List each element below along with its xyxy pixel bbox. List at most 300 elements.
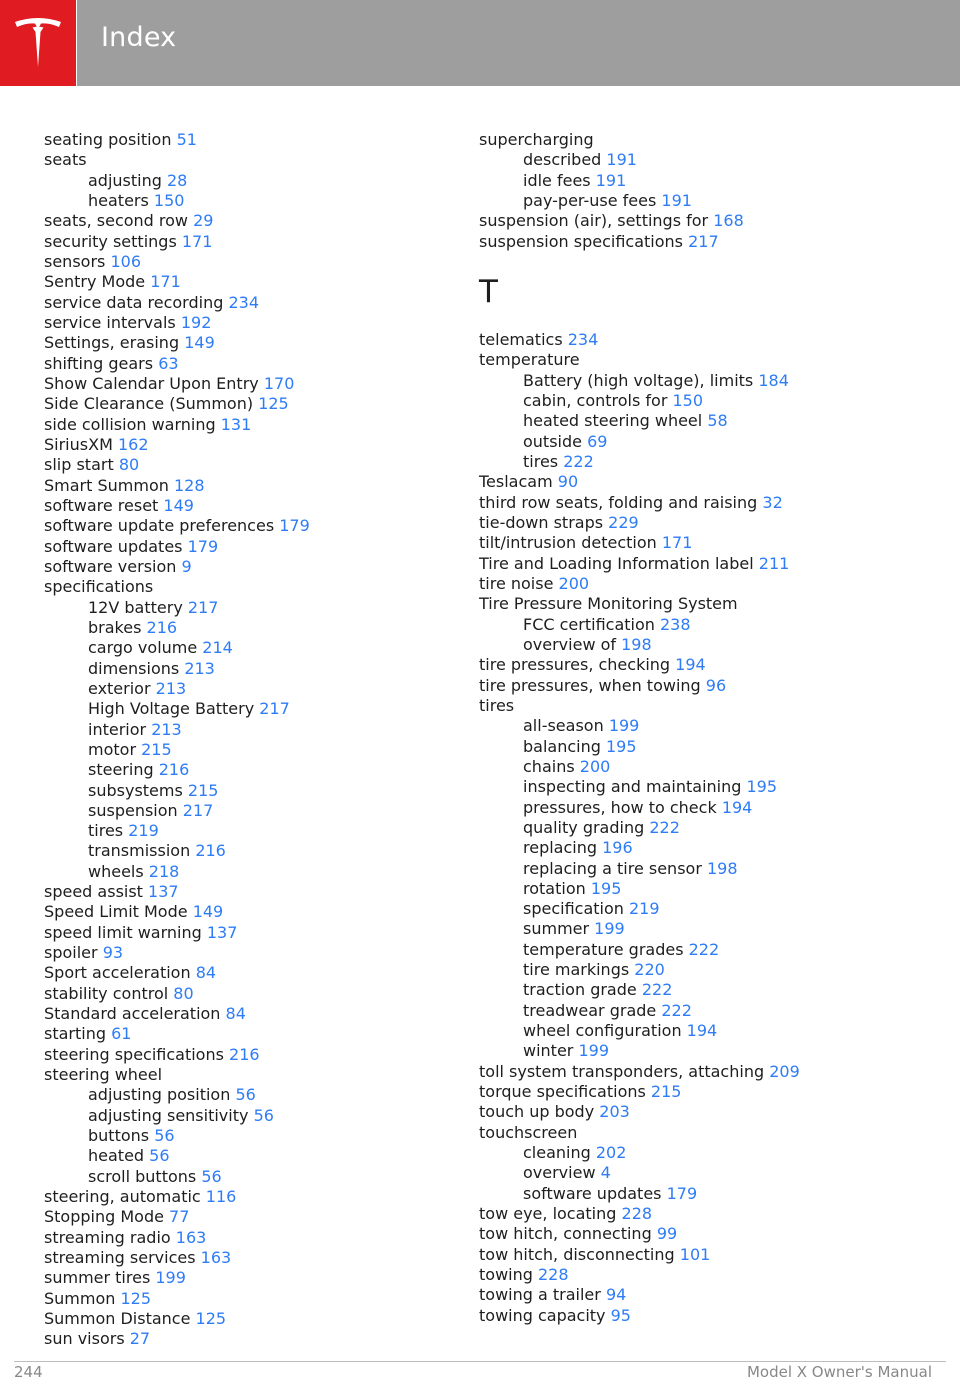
index-entry <box>44 1289 444 1309</box>
index-term: sensors <box>44 251 106 271</box>
index-term: Battery (high voltage), limits <box>523 370 754 390</box>
page-reference-link[interactable]: 28 <box>167 170 188 190</box>
index-term: suspension <box>88 800 178 820</box>
index-entry <box>479 574 919 594</box>
page-reference-link[interactable]: 116 <box>205 1187 237 1207</box>
index-entry <box>479 676 919 696</box>
page-reference-link[interactable]: 222 <box>661 1000 692 1020</box>
index-entry <box>479 493 919 513</box>
index-subentry <box>479 940 919 960</box>
index-subentry <box>479 635 919 655</box>
page-reference-link[interactable]: 199 <box>578 1041 610 1061</box>
index-term: touchscreen <box>479 1122 578 1142</box>
index-subentry <box>479 432 919 452</box>
index-term: High Voltage Battery <box>88 699 255 719</box>
index-term: Settings, erasing <box>44 333 180 353</box>
page-reference-link[interactable]: 202 <box>595 1143 627 1163</box>
index-subentry <box>479 757 919 777</box>
index-entry <box>44 1065 444 1085</box>
index-term: seats <box>44 150 87 170</box>
index-term: third row seats, folding and raising <box>479 492 758 512</box>
index-term: tire noise <box>479 573 554 593</box>
index-term: overview <box>523 1163 596 1183</box>
index-term: Summon <box>44 1288 116 1308</box>
index-entry <box>479 1306 919 1326</box>
index-term: cargo volume <box>88 638 198 658</box>
index-subentry <box>479 615 919 635</box>
index-entry <box>479 1285 919 1305</box>
page-reference-link[interactable]: 32 <box>762 492 783 512</box>
page-reference-link[interactable]: 125 <box>258 394 289 414</box>
index-term: Sport acceleration <box>44 963 191 983</box>
page-reference-link[interactable]: 191 <box>606 150 637 170</box>
index-subentry <box>44 841 444 861</box>
index-term: summer tires <box>44 1268 151 1288</box>
index-entry <box>44 902 444 922</box>
index-term: all-season <box>523 716 604 736</box>
footer-divider <box>14 1361 946 1362</box>
index-term: tire pressures, when towing <box>479 675 701 695</box>
index-entry <box>44 516 444 536</box>
page-reference-link[interactable]: 101 <box>679 1244 711 1264</box>
index-term: Speed Limit Mode <box>44 902 188 922</box>
page-reference-link[interactable]: 56 <box>253 1105 274 1125</box>
index-term: speed limit warning <box>44 922 202 942</box>
index-term: starting <box>44 1024 107 1044</box>
page-reference-link[interactable]: 163 <box>200 1248 232 1268</box>
index-term: heated steering wheel <box>523 411 703 431</box>
index-term: subsystems <box>88 780 183 800</box>
index-subentry <box>44 801 444 821</box>
index-entry <box>44 943 444 963</box>
index-term: interior <box>88 719 147 739</box>
index-subentry <box>44 618 444 638</box>
index-entry <box>479 533 919 553</box>
page-reference-link[interactable]: 216 <box>146 617 178 637</box>
page-reference-link[interactable]: 199 <box>608 716 640 736</box>
index-term: adjusting position <box>88 1085 231 1105</box>
index-subentry <box>44 1167 444 1187</box>
page-reference-link[interactable]: 56 <box>149 1146 170 1166</box>
index-entry <box>44 333 444 353</box>
index-entry <box>44 557 444 577</box>
page-title: Index <box>101 22 177 53</box>
index-term: tire pressures, checking <box>479 655 671 675</box>
page-reference-link[interactable]: 94 <box>605 1285 627 1305</box>
brand-logo <box>0 0 76 86</box>
index-subentry <box>44 598 444 618</box>
page-reference-link[interactable]: 213 <box>155 678 187 698</box>
page-reference-link[interactable]: 234 <box>228 292 260 312</box>
page-reference-link[interactable]: 125 <box>120 1288 152 1308</box>
page-reference-link[interactable]: 56 <box>235 1085 256 1105</box>
page-reference-link[interactable]: 198 <box>621 634 652 654</box>
index-term: wheel configuration <box>523 1021 682 1041</box>
index-term: tow hitch, disconnecting <box>479 1244 675 1264</box>
index-term: software reset <box>44 495 159 515</box>
page-reference-link[interactable]: 96 <box>705 675 727 695</box>
index-term: slip start <box>44 455 114 475</box>
index-term: specifications <box>44 577 154 597</box>
index-term: rotation <box>523 878 586 898</box>
page-reference-link[interactable]: 229 <box>608 512 639 532</box>
index-subentry <box>479 716 919 736</box>
index-entry <box>44 1045 444 1065</box>
page-reference-link[interactable]: 93 <box>102 943 124 963</box>
page-reference-link[interactable]: 211 <box>758 553 790 573</box>
page-reference-link[interactable]: 195 <box>746 777 778 797</box>
index-entry <box>44 455 444 475</box>
index-term: Tire and Loading Information label <box>479 553 754 573</box>
page-reference-link[interactable]: 150 <box>153 190 185 210</box>
index-entry <box>44 293 444 313</box>
index-entry <box>44 415 444 435</box>
index-term: SiriusXM <box>44 434 113 454</box>
index-term: seating position <box>44 130 172 149</box>
index-entry <box>44 1329 444 1349</box>
index-term: towing capacity <box>479 1305 606 1325</box>
index-term: overview of <box>523 634 617 654</box>
page-reference-link[interactable]: 58 <box>707 411 728 431</box>
page-reference-link[interactable]: 192 <box>180 312 212 332</box>
index-entry <box>44 496 444 516</box>
index-entry <box>479 1123 919 1143</box>
page-reference-link[interactable]: 4 <box>600 1163 611 1183</box>
index-term: transmission <box>88 841 191 861</box>
index-term: tires <box>88 821 124 841</box>
index-entry <box>479 211 919 231</box>
page-reference-link[interactable]: 179 <box>666 1183 698 1203</box>
page-reference-link[interactable]: 106 <box>110 251 141 271</box>
index-term: Teslacam <box>479 472 553 492</box>
page-reference-link[interactable]: 228 <box>621 1204 653 1224</box>
index-entry <box>479 1245 919 1265</box>
page-reference-link[interactable]: 137 <box>206 922 238 942</box>
index-entry <box>44 1268 444 1288</box>
page-reference-link[interactable]: 191 <box>661 190 692 210</box>
index-entry <box>479 513 919 533</box>
index-entry <box>44 882 444 902</box>
page-reference-link[interactable]: 90 <box>557 472 579 492</box>
index-subentry <box>479 1041 919 1061</box>
page-reference-link[interactable]: 84 <box>225 1004 246 1024</box>
page-reference-link[interactable]: 56 <box>201 1166 222 1186</box>
page-reference-link[interactable]: 171 <box>661 533 693 553</box>
page-reference-link[interactable]: 234 <box>567 329 599 349</box>
index-term: cabin, controls for <box>523 390 668 410</box>
index-entry <box>479 130 919 150</box>
index-term: security settings <box>44 231 177 251</box>
page-reference-link[interactable]: 191 <box>595 170 627 190</box>
index-term: toll system transponders, attaching <box>479 1061 765 1081</box>
page-reference-link[interactable]: 99 <box>656 1224 678 1244</box>
page-reference-link[interactable]: 213 <box>151 719 182 739</box>
index-entry <box>479 330 919 350</box>
page-reference-link[interactable]: 238 <box>660 614 691 634</box>
index-term: quality grading <box>523 817 645 837</box>
index-term: suspension (air), settings for <box>479 211 709 231</box>
index-subentry <box>479 899 919 919</box>
index-term: supercharging <box>479 130 594 149</box>
index-term: shifting gears <box>44 353 154 373</box>
index-subentry <box>479 838 919 858</box>
index-subentry <box>479 171 919 191</box>
page-reference-link[interactable]: 125 <box>195 1309 227 1329</box>
page-reference-link[interactable]: 194 <box>675 655 706 675</box>
page-reference-link[interactable]: 95 <box>610 1305 631 1325</box>
page-reference-link[interactable]: 9 <box>181 556 192 576</box>
index-term: scroll buttons <box>88 1166 197 1186</box>
index-subentry <box>479 879 919 899</box>
index-entry <box>479 1082 919 1102</box>
index-term: traction grade <box>523 980 637 1000</box>
index-term: steering specifications <box>44 1044 224 1064</box>
page-reference-link[interactable]: 200 <box>579 756 611 776</box>
index-subentry <box>44 191 444 211</box>
tesla-logo-icon <box>13 15 63 71</box>
index-subentry <box>44 760 444 780</box>
index-term: torque specifications <box>479 1082 646 1102</box>
page-reference-link[interactable]: 149 <box>163 495 194 515</box>
index-term: Summon Distance <box>44 1309 191 1329</box>
page-reference-link[interactable]: 222 <box>688 939 720 959</box>
index-term: tilt/intrusion detection <box>479 533 657 553</box>
page-reference-link[interactable]: 216 <box>158 760 190 780</box>
index-subentry <box>44 638 444 658</box>
index-entry <box>479 1224 919 1244</box>
index-subentry <box>479 411 919 431</box>
index-term: heated <box>88 1146 145 1166</box>
index-term: 12V battery <box>88 597 183 617</box>
index-term: software updates <box>44 536 183 556</box>
index-subentry <box>44 862 444 882</box>
index-term: software version <box>44 556 177 576</box>
index-subentry <box>479 859 919 879</box>
index-term: outside <box>523 431 582 451</box>
page-reference-link[interactable]: 179 <box>279 516 310 536</box>
page-reference-link[interactable]: 77 <box>169 1207 190 1227</box>
index-subentry <box>44 699 444 719</box>
index-term: suspension specifications <box>479 231 683 251</box>
index-subentry <box>479 1021 919 1041</box>
page-reference-link[interactable]: 216 <box>229 1044 260 1064</box>
page-reference-link[interactable]: 194 <box>721 797 753 817</box>
page-reference-link[interactable]: 213 <box>184 658 215 678</box>
page-reference-link[interactable]: 63 <box>158 353 179 373</box>
index-subentry <box>44 1085 444 1105</box>
page-reference-link[interactable]: 69 <box>587 431 608 451</box>
index-entry <box>44 1004 444 1024</box>
index-term: tie-down straps <box>479 512 604 532</box>
page-reference-link[interactable]: 149 <box>184 333 215 353</box>
index-term: described <box>523 150 602 170</box>
index-term: Show Calendar Upon Entry <box>44 373 259 393</box>
page-reference-link[interactable]: 217 <box>182 800 214 820</box>
index-entry <box>479 594 919 614</box>
page-reference-link[interactable]: 222 <box>641 980 673 1000</box>
index-term: replacing a tire sensor <box>523 858 702 878</box>
index-subentry <box>44 740 444 760</box>
index-term: idle fees <box>523 170 591 190</box>
index-entry <box>479 472 919 492</box>
index-term: specification <box>523 899 624 919</box>
page-reference-link[interactable]: 222 <box>649 817 680 837</box>
index-term: wheels <box>88 861 144 881</box>
page-reference-link[interactable]: 51 <box>176 130 197 149</box>
page-reference-link[interactable]: 131 <box>220 414 252 434</box>
page-reference-link[interactable]: 214 <box>202 638 233 658</box>
index-subentry <box>479 1143 919 1163</box>
index-subentry <box>479 452 919 472</box>
page-reference-link[interactable]: 170 <box>263 373 295 393</box>
index-section-t <box>479 330 919 1326</box>
page-reference-link[interactable]: 199 <box>155 1268 186 1288</box>
page-reference-link[interactable]: 196 <box>602 838 633 858</box>
index-subentry <box>479 1001 919 1021</box>
index-term: treadwear grade <box>523 1000 657 1020</box>
index-term: summer <box>523 919 590 939</box>
page-reference-link[interactable]: 194 <box>686 1021 718 1041</box>
index-term: sun visors <box>44 1329 125 1349</box>
page-reference-link[interactable]: 195 <box>605 736 637 756</box>
index-column-left <box>44 130 444 1350</box>
page-reference-link[interactable]: 128 <box>173 475 205 495</box>
page-reference-link[interactable]: 150 <box>672 390 704 410</box>
index-subentry <box>479 737 919 757</box>
index-term: towing <box>479 1265 533 1285</box>
page-reference-link[interactable]: 137 <box>148 882 179 902</box>
index-entry <box>479 232 919 252</box>
page-reference-link[interactable]: 168 <box>713 211 744 231</box>
page-reference-link[interactable]: 171 <box>181 231 213 251</box>
page-reference-link[interactable]: 219 <box>128 821 159 841</box>
index-subentry <box>44 720 444 740</box>
index-term: Sentry Mode <box>44 272 146 292</box>
index-subentry <box>44 781 444 801</box>
index-entry <box>479 350 919 370</box>
index-entry <box>44 252 444 272</box>
index-term: side collision warning <box>44 414 216 434</box>
page-reference-link[interactable]: 222 <box>563 451 594 471</box>
index-subentry <box>479 191 919 211</box>
page-reference-link[interactable]: 217 <box>187 597 219 617</box>
page-reference-link[interactable]: 220 <box>634 960 665 980</box>
index-term: pay-per-use fees <box>523 190 657 210</box>
index-term: steering, automatic <box>44 1187 201 1207</box>
index-entry <box>44 577 444 597</box>
index-subentry <box>479 150 919 170</box>
page-reference-link[interactable]: 84 <box>195 963 217 983</box>
page-reference-link[interactable]: 200 <box>558 573 590 593</box>
page-reference-link[interactable]: 80 <box>118 455 140 475</box>
index-entry <box>44 923 444 943</box>
page-reference-link[interactable]: 215 <box>650 1082 682 1102</box>
page-reference-link[interactable]: 184 <box>758 370 789 390</box>
index-term: balancing <box>523 736 601 756</box>
page-reference-link[interactable]: 215 <box>141 739 172 759</box>
page-reference-link[interactable]: 216 <box>195 841 226 861</box>
page-reference-link[interactable]: 179 <box>187 536 219 556</box>
index-entry <box>44 984 444 1004</box>
index-term: adjusting sensitivity <box>88 1105 249 1125</box>
page-reference-link[interactable]: 198 <box>706 858 738 878</box>
index-term: software update preferences <box>44 516 275 536</box>
index-term: stability control <box>44 983 169 1003</box>
page-reference-link[interactable]: 195 <box>590 878 622 898</box>
index-subentry <box>479 777 919 797</box>
page-reference-link[interactable]: 149 <box>192 902 224 922</box>
page-reference-link[interactable]: 61 <box>111 1024 132 1044</box>
index-subentry <box>44 821 444 841</box>
page-reference-link[interactable]: 199 <box>594 919 625 939</box>
index-subentry <box>479 919 919 939</box>
index-term: Stopping Mode <box>44 1207 164 1227</box>
index-term: tow hitch, connecting <box>479 1224 652 1244</box>
page-reference-link[interactable]: 162 <box>117 434 149 454</box>
index-term: streaming radio <box>44 1227 171 1247</box>
page-reference-link[interactable]: 219 <box>629 899 660 919</box>
index-term: buttons <box>88 1126 150 1146</box>
index-subentry <box>479 1163 919 1183</box>
page-reference-link[interactable]: 56 <box>154 1126 175 1146</box>
index-term: chains <box>523 756 575 776</box>
page-reference-link[interactable]: 203 <box>599 1102 630 1122</box>
index-entry <box>44 354 444 374</box>
index-entry <box>44 150 444 170</box>
index-term: tire markings <box>523 960 630 980</box>
index-term: winter <box>523 1041 574 1061</box>
page-reference-link[interactable]: 80 <box>173 983 194 1003</box>
index-subentry <box>479 798 919 818</box>
index-subentry <box>479 960 919 980</box>
index-entry <box>44 394 444 414</box>
page-reference-link[interactable]: 228 <box>537 1265 569 1285</box>
index-subentry <box>44 1146 444 1166</box>
page-reference-link[interactable]: 215 <box>187 780 219 800</box>
index-entry <box>44 1207 444 1227</box>
index-term: Standard acceleration <box>44 1004 221 1024</box>
page-reference-link[interactable]: 218 <box>148 861 180 881</box>
index-entry <box>44 963 444 983</box>
index-entry <box>44 313 444 333</box>
index-term: seats, second row <box>44 211 189 231</box>
index-term: tires <box>523 451 559 471</box>
index-subentry <box>479 1184 919 1204</box>
index-entry <box>44 272 444 292</box>
index-term: adjusting <box>88 170 162 190</box>
index-term: Smart Summon <box>44 475 169 495</box>
page-reference-link[interactable]: 171 <box>150 272 181 292</box>
index-entry <box>44 476 444 496</box>
page-reference-link[interactable]: 217 <box>688 231 719 251</box>
index-subentry <box>44 1126 444 1146</box>
footer-document-title: Model X Owner's Manual <box>746 1363 932 1381</box>
index-term: Side Clearance (Summon) <box>44 394 254 414</box>
page-reference-link[interactable]: 27 <box>129 1329 151 1349</box>
page-reference-link[interactable]: 29 <box>193 211 214 231</box>
index-column-right <box>479 130 919 1326</box>
index-term: speed assist <box>44 882 143 902</box>
page-reference-link[interactable]: 217 <box>259 699 290 719</box>
index-entry <box>44 1309 444 1329</box>
page-reference-link[interactable]: 209 <box>769 1061 800 1081</box>
index-entry <box>479 696 919 716</box>
page-header <box>0 0 960 86</box>
index-entry <box>44 1228 444 1248</box>
index-term: cleaning <box>523 1143 591 1163</box>
page-reference-link[interactable]: 163 <box>175 1227 207 1247</box>
index-term: exterior <box>88 678 151 698</box>
